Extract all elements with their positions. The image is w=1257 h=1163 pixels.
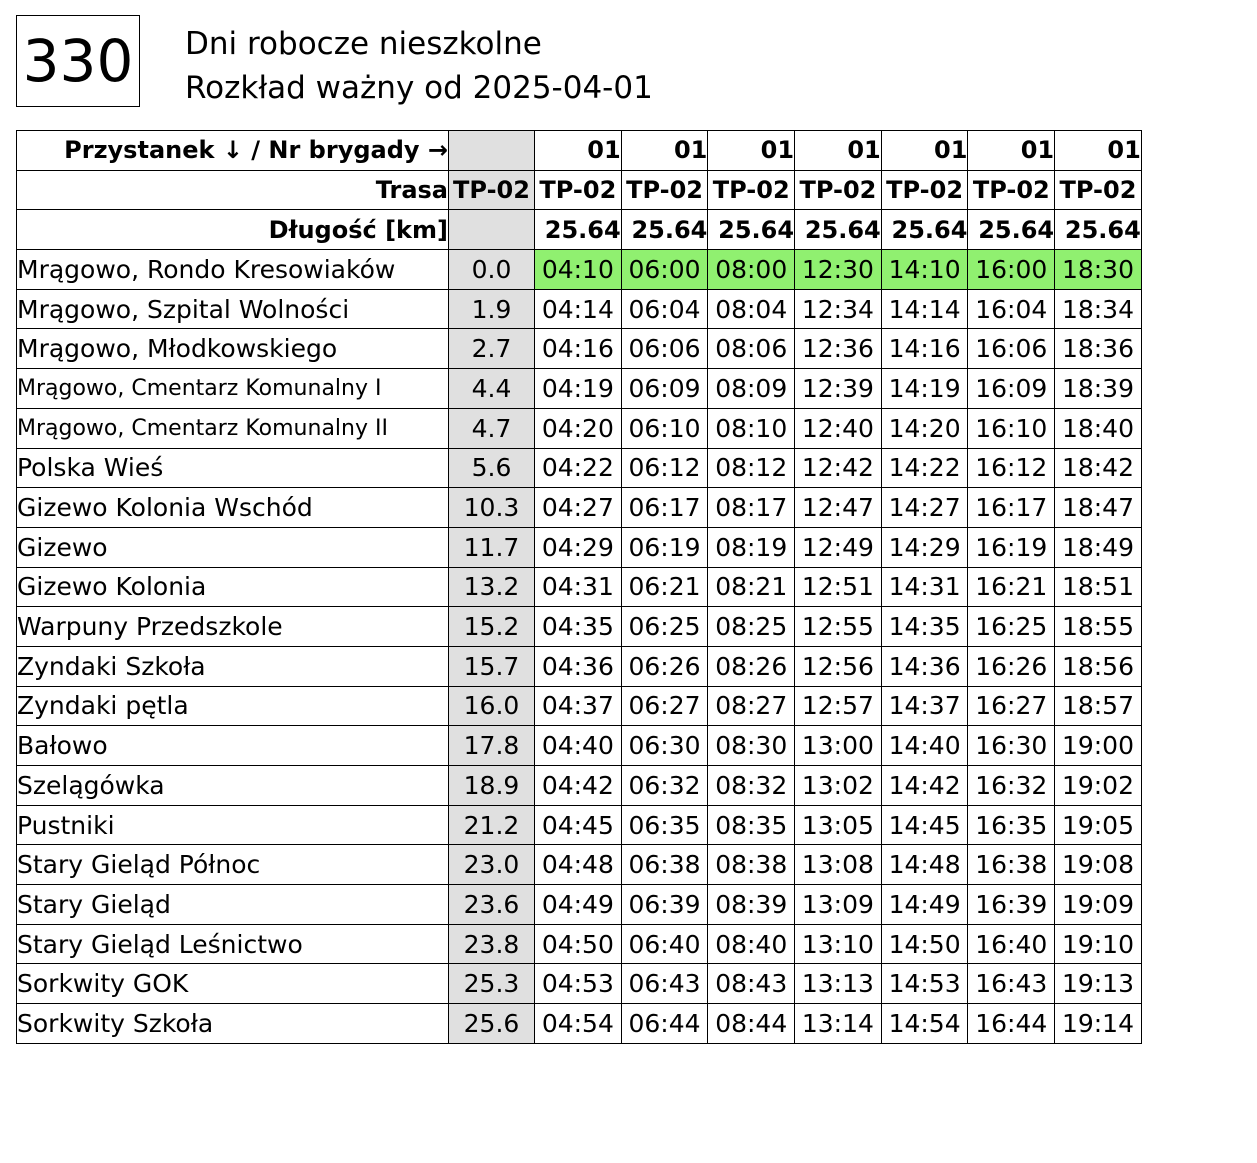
departure-time: 18:36 bbox=[1055, 329, 1142, 369]
route-row bbox=[17, 170, 1142, 210]
departure-time: 18:34 bbox=[1055, 289, 1142, 329]
departure-time: 16:25 bbox=[968, 607, 1055, 647]
departure-time: 14:35 bbox=[881, 607, 968, 647]
departure-time: 04:14 bbox=[535, 289, 622, 329]
departure-time: 04:22 bbox=[535, 448, 622, 488]
departure-time: 16:17 bbox=[968, 488, 1055, 528]
departure-time: 06:06 bbox=[621, 329, 708, 369]
departure-time: 14:48 bbox=[881, 845, 968, 885]
departure-time: 04:48 bbox=[535, 845, 622, 885]
stop-km: 16.0 bbox=[449, 686, 535, 726]
departure-time: 06:09 bbox=[621, 369, 708, 409]
departure-time: 14:53 bbox=[881, 964, 968, 1004]
departure-time: 13:10 bbox=[795, 924, 882, 964]
departure-time: 04:20 bbox=[535, 408, 622, 448]
departure-time: 06:04 bbox=[621, 289, 708, 329]
departure-time: 14:31 bbox=[881, 567, 968, 607]
departure-time: 06:17 bbox=[621, 488, 708, 528]
departure-time: 08:17 bbox=[708, 488, 795, 528]
stop-row bbox=[17, 726, 1142, 766]
departure-time: 16:27 bbox=[968, 686, 1055, 726]
departure-time: 19:00 bbox=[1055, 726, 1142, 766]
departure-time: 16:44 bbox=[968, 1004, 1055, 1044]
route-cell: TP-02 bbox=[1055, 170, 1142, 210]
departure-time: 16:19 bbox=[968, 527, 1055, 567]
stop-km: 25.3 bbox=[449, 964, 535, 1004]
departure-time: 18:49 bbox=[1055, 527, 1142, 567]
departure-time: 19:10 bbox=[1055, 924, 1142, 964]
stop-km: 4.7 bbox=[449, 408, 535, 448]
departure-time: 04:31 bbox=[535, 567, 622, 607]
departure-time: 13:02 bbox=[795, 766, 882, 806]
departure-time: 18:57 bbox=[1055, 686, 1142, 726]
stop-name: Gizewo bbox=[17, 527, 449, 567]
brigade-cell: 01 bbox=[881, 131, 968, 171]
departure-time: 06:38 bbox=[621, 845, 708, 885]
departure-time: 16:30 bbox=[968, 726, 1055, 766]
stop-km: 5.6 bbox=[449, 448, 535, 488]
timetable-body bbox=[17, 131, 1142, 1044]
stop-km: 15.7 bbox=[449, 646, 535, 686]
departure-time: 04:10 bbox=[535, 250, 622, 290]
departure-time: 06:44 bbox=[621, 1004, 708, 1044]
stop-name: Stary Gieląd Leśnictwo bbox=[17, 924, 449, 964]
departure-time: 06:35 bbox=[621, 805, 708, 845]
departure-time: 04:16 bbox=[535, 329, 622, 369]
departure-time: 04:37 bbox=[535, 686, 622, 726]
departure-time: 12:39 bbox=[795, 369, 882, 409]
departure-time: 06:10 bbox=[621, 408, 708, 448]
stop-name: Gizewo Kolonia Wschód bbox=[17, 488, 449, 528]
stop-row bbox=[17, 329, 1142, 369]
departure-time: 06:39 bbox=[621, 885, 708, 925]
stop-name: Sorkwity GOK bbox=[17, 964, 449, 1004]
stop-km: 11.7 bbox=[449, 527, 535, 567]
departure-time: 16:35 bbox=[968, 805, 1055, 845]
stop-name: Sorkwity Szkoła bbox=[17, 1004, 449, 1044]
departure-time: 14:22 bbox=[881, 448, 968, 488]
length-cell: 25.64 bbox=[621, 210, 708, 250]
departure-time: 14:14 bbox=[881, 289, 968, 329]
departure-time: 16:43 bbox=[968, 964, 1055, 1004]
stop-km: 18.9 bbox=[449, 766, 535, 806]
departure-time: 06:32 bbox=[621, 766, 708, 806]
route-cell: TP-02 bbox=[621, 170, 708, 210]
departure-time: 08:26 bbox=[708, 646, 795, 686]
departure-time: 19:13 bbox=[1055, 964, 1142, 1004]
route-cell: TP-02 bbox=[881, 170, 968, 210]
km-column-header-empty bbox=[449, 131, 535, 171]
departure-time: 18:56 bbox=[1055, 646, 1142, 686]
departure-time: 16:21 bbox=[968, 567, 1055, 607]
departure-time: 08:25 bbox=[708, 607, 795, 647]
departure-time: 13:08 bbox=[795, 845, 882, 885]
stop-km: 17.8 bbox=[449, 726, 535, 766]
departure-time: 12:42 bbox=[795, 448, 882, 488]
departure-time: 06:43 bbox=[621, 964, 708, 1004]
stop-name: Mrągowo, Rondo Kresowiaków bbox=[17, 250, 449, 290]
departure-time: 06:21 bbox=[621, 567, 708, 607]
route-cell: TP-02 bbox=[535, 170, 622, 210]
length-row-label: Długość [km] bbox=[17, 210, 449, 250]
departure-time: 08:21 bbox=[708, 567, 795, 607]
stop-name: Mrągowo, Cmentarz Komunalny II bbox=[17, 408, 449, 448]
departure-time: 16:39 bbox=[968, 885, 1055, 925]
departure-time: 08:10 bbox=[708, 408, 795, 448]
stop-row bbox=[17, 408, 1142, 448]
stop-row bbox=[17, 369, 1142, 409]
length-cell: 25.64 bbox=[881, 210, 968, 250]
departure-time: 13:05 bbox=[795, 805, 882, 845]
departure-time: 13:00 bbox=[795, 726, 882, 766]
stop-row bbox=[17, 845, 1142, 885]
departure-time: 16:32 bbox=[968, 766, 1055, 806]
departure-time: 16:40 bbox=[968, 924, 1055, 964]
departure-time: 14:50 bbox=[881, 924, 968, 964]
brigade-cell: 01 bbox=[1055, 131, 1142, 171]
valid-from-label: Rozkład ważny od 2025-04-01 bbox=[185, 70, 653, 106]
departure-time: 08:44 bbox=[708, 1004, 795, 1044]
stop-km: 15.2 bbox=[449, 607, 535, 647]
departure-time: 04:42 bbox=[535, 766, 622, 806]
departure-time: 14:27 bbox=[881, 488, 968, 528]
departure-time: 13:13 bbox=[795, 964, 882, 1004]
departure-time: 12:55 bbox=[795, 607, 882, 647]
brigade-row bbox=[17, 131, 1142, 171]
stop-km: 23.8 bbox=[449, 924, 535, 964]
stop-name: Zyndaki pętla bbox=[17, 686, 449, 726]
length-row bbox=[17, 210, 1142, 250]
length-cell: 25.64 bbox=[1055, 210, 1142, 250]
departure-time: 06:27 bbox=[621, 686, 708, 726]
departure-time: 08:12 bbox=[708, 448, 795, 488]
departure-time: 06:19 bbox=[621, 527, 708, 567]
departure-time: 04:36 bbox=[535, 646, 622, 686]
departure-time: 06:30 bbox=[621, 726, 708, 766]
stop-km: 25.6 bbox=[449, 1004, 535, 1044]
departure-time: 14:16 bbox=[881, 329, 968, 369]
departure-time: 14:29 bbox=[881, 527, 968, 567]
line-number: 330 bbox=[22, 27, 134, 95]
route-cell: TP-02 bbox=[968, 170, 1055, 210]
stop-name: Stary Gieląd bbox=[17, 885, 449, 925]
departure-time: 04:50 bbox=[535, 924, 622, 964]
stop-name: Stary Gieląd Północ bbox=[17, 845, 449, 885]
departure-time: 12:57 bbox=[795, 686, 882, 726]
departure-time: 04:35 bbox=[535, 607, 622, 647]
stop-km: 0.0 bbox=[449, 250, 535, 290]
stop-row bbox=[17, 527, 1142, 567]
departure-time: 12:49 bbox=[795, 527, 882, 567]
departure-time: 14:45 bbox=[881, 805, 968, 845]
departure-time: 12:36 bbox=[795, 329, 882, 369]
stop-row bbox=[17, 805, 1142, 845]
stop-name: Pustniki bbox=[17, 805, 449, 845]
departure-time: 04:53 bbox=[535, 964, 622, 1004]
stop-name: Polska Wieś bbox=[17, 448, 449, 488]
departure-time: 18:55 bbox=[1055, 607, 1142, 647]
length-cell: 25.64 bbox=[968, 210, 1055, 250]
departure-time: 08:00 bbox=[708, 250, 795, 290]
departure-time: 12:51 bbox=[795, 567, 882, 607]
length-cell: 25.64 bbox=[795, 210, 882, 250]
departure-time: 08:04 bbox=[708, 289, 795, 329]
departure-time: 14:54 bbox=[881, 1004, 968, 1044]
stop-km: 2.7 bbox=[449, 329, 535, 369]
stop-km: 21.2 bbox=[449, 805, 535, 845]
departure-time: 06:40 bbox=[621, 924, 708, 964]
brigade-cell: 01 bbox=[795, 131, 882, 171]
stop-row bbox=[17, 567, 1142, 607]
departure-time: 14:40 bbox=[881, 726, 968, 766]
stop-row bbox=[17, 488, 1142, 528]
stop-row bbox=[17, 448, 1142, 488]
stop-name: Mrągowo, Młodkowskiego bbox=[17, 329, 449, 369]
departure-time: 08:19 bbox=[708, 527, 795, 567]
stop-row bbox=[17, 924, 1142, 964]
length-cell: 25.64 bbox=[535, 210, 622, 250]
departure-time: 06:12 bbox=[621, 448, 708, 488]
departure-time: 06:26 bbox=[621, 646, 708, 686]
departure-time: 18:47 bbox=[1055, 488, 1142, 528]
departure-time: 18:42 bbox=[1055, 448, 1142, 488]
stop-name: Szelągówka bbox=[17, 766, 449, 806]
brigade-cell: 01 bbox=[708, 131, 795, 171]
departure-time: 12:30 bbox=[795, 250, 882, 290]
departure-time: 16:00 bbox=[968, 250, 1055, 290]
stop-row bbox=[17, 686, 1142, 726]
stop-name: Zyndaki Szkoła bbox=[17, 646, 449, 686]
departure-time: 08:38 bbox=[708, 845, 795, 885]
departure-time: 08:43 bbox=[708, 964, 795, 1004]
departure-time: 16:26 bbox=[968, 646, 1055, 686]
departure-time: 16:38 bbox=[968, 845, 1055, 885]
departure-time: 18:30 bbox=[1055, 250, 1142, 290]
stop-km: 4.4 bbox=[449, 369, 535, 409]
departure-time: 08:35 bbox=[708, 805, 795, 845]
departure-time: 06:00 bbox=[621, 250, 708, 290]
stop-km: 23.0 bbox=[449, 845, 535, 885]
brigade-cell: 01 bbox=[535, 131, 622, 171]
stop-name: Bałowo bbox=[17, 726, 449, 766]
departure-time: 18:51 bbox=[1055, 567, 1142, 607]
departure-time: 12:40 bbox=[795, 408, 882, 448]
departure-time: 13:14 bbox=[795, 1004, 882, 1044]
route-cell: TP-02 bbox=[795, 170, 882, 210]
km-column-route-code: TP-02 bbox=[449, 170, 535, 210]
stop-km: 10.3 bbox=[449, 488, 535, 528]
stop-km: 13.2 bbox=[449, 567, 535, 607]
departure-time: 19:08 bbox=[1055, 845, 1142, 885]
departure-time: 19:09 bbox=[1055, 885, 1142, 925]
departure-time: 14:36 bbox=[881, 646, 968, 686]
line-number-badge bbox=[16, 15, 140, 107]
departure-time: 16:10 bbox=[968, 408, 1055, 448]
brigade-cell: 01 bbox=[621, 131, 708, 171]
stop-row bbox=[17, 766, 1142, 806]
departure-time: 08:09 bbox=[708, 369, 795, 409]
stop-row bbox=[17, 607, 1142, 647]
departure-time: 16:09 bbox=[968, 369, 1055, 409]
departure-time: 12:56 bbox=[795, 646, 882, 686]
brigade-row-label: Przystanek ↓ / Nr brygady → bbox=[17, 131, 449, 171]
route-row-label: Trasa bbox=[17, 170, 449, 210]
departure-time: 14:20 bbox=[881, 408, 968, 448]
departure-time: 14:19 bbox=[881, 369, 968, 409]
departure-time: 14:37 bbox=[881, 686, 968, 726]
departure-time: 19:05 bbox=[1055, 805, 1142, 845]
stop-row bbox=[17, 250, 1142, 290]
length-cell: 25.64 bbox=[708, 210, 795, 250]
departure-time: 16:04 bbox=[968, 289, 1055, 329]
departure-time: 08:27 bbox=[708, 686, 795, 726]
stop-row bbox=[17, 964, 1142, 1004]
departure-time: 04:19 bbox=[535, 369, 622, 409]
departure-time: 04:27 bbox=[535, 488, 622, 528]
departure-time: 08:30 bbox=[708, 726, 795, 766]
departure-time: 08:32 bbox=[708, 766, 795, 806]
departure-time: 16:12 bbox=[968, 448, 1055, 488]
stop-name: Warpuny Przedszkole bbox=[17, 607, 449, 647]
departure-time: 18:39 bbox=[1055, 369, 1142, 409]
stop-km: 1.9 bbox=[449, 289, 535, 329]
departure-time: 08:40 bbox=[708, 924, 795, 964]
departure-time: 14:42 bbox=[881, 766, 968, 806]
departure-time: 13:09 bbox=[795, 885, 882, 925]
departure-time: 08:39 bbox=[708, 885, 795, 925]
departure-time: 14:49 bbox=[881, 885, 968, 925]
departure-time: 12:34 bbox=[795, 289, 882, 329]
route-cell: TP-02 bbox=[708, 170, 795, 210]
timetable-grid bbox=[16, 130, 1142, 1044]
departure-time: 16:06 bbox=[968, 329, 1055, 369]
km-column-length-empty bbox=[449, 210, 535, 250]
stop-name: Gizewo Kolonia bbox=[17, 567, 449, 607]
departure-time: 04:29 bbox=[535, 527, 622, 567]
stop-name: Mrągowo, Szpital Wolności bbox=[17, 289, 449, 329]
departure-time: 19:02 bbox=[1055, 766, 1142, 806]
stop-name: Mrągowo, Cmentarz Komunalny I bbox=[17, 369, 449, 409]
departure-time: 04:40 bbox=[535, 726, 622, 766]
stop-row bbox=[17, 1004, 1142, 1044]
departure-time: 04:45 bbox=[535, 805, 622, 845]
stop-row bbox=[17, 289, 1142, 329]
departure-time: 19:14 bbox=[1055, 1004, 1142, 1044]
timetable-title bbox=[185, 22, 653, 110]
stop-row bbox=[17, 885, 1142, 925]
brigade-cell: 01 bbox=[968, 131, 1055, 171]
day-type-label: Dni robocze nieszkolne bbox=[185, 26, 542, 62]
departure-time: 06:25 bbox=[621, 607, 708, 647]
departure-time: 12:47 bbox=[795, 488, 882, 528]
departure-time: 04:49 bbox=[535, 885, 622, 925]
stop-km: 23.6 bbox=[449, 885, 535, 925]
departure-time: 04:54 bbox=[535, 1004, 622, 1044]
departure-time: 08:06 bbox=[708, 329, 795, 369]
departure-time: 18:40 bbox=[1055, 408, 1142, 448]
stop-row bbox=[17, 646, 1142, 686]
departure-time: 14:10 bbox=[881, 250, 968, 290]
